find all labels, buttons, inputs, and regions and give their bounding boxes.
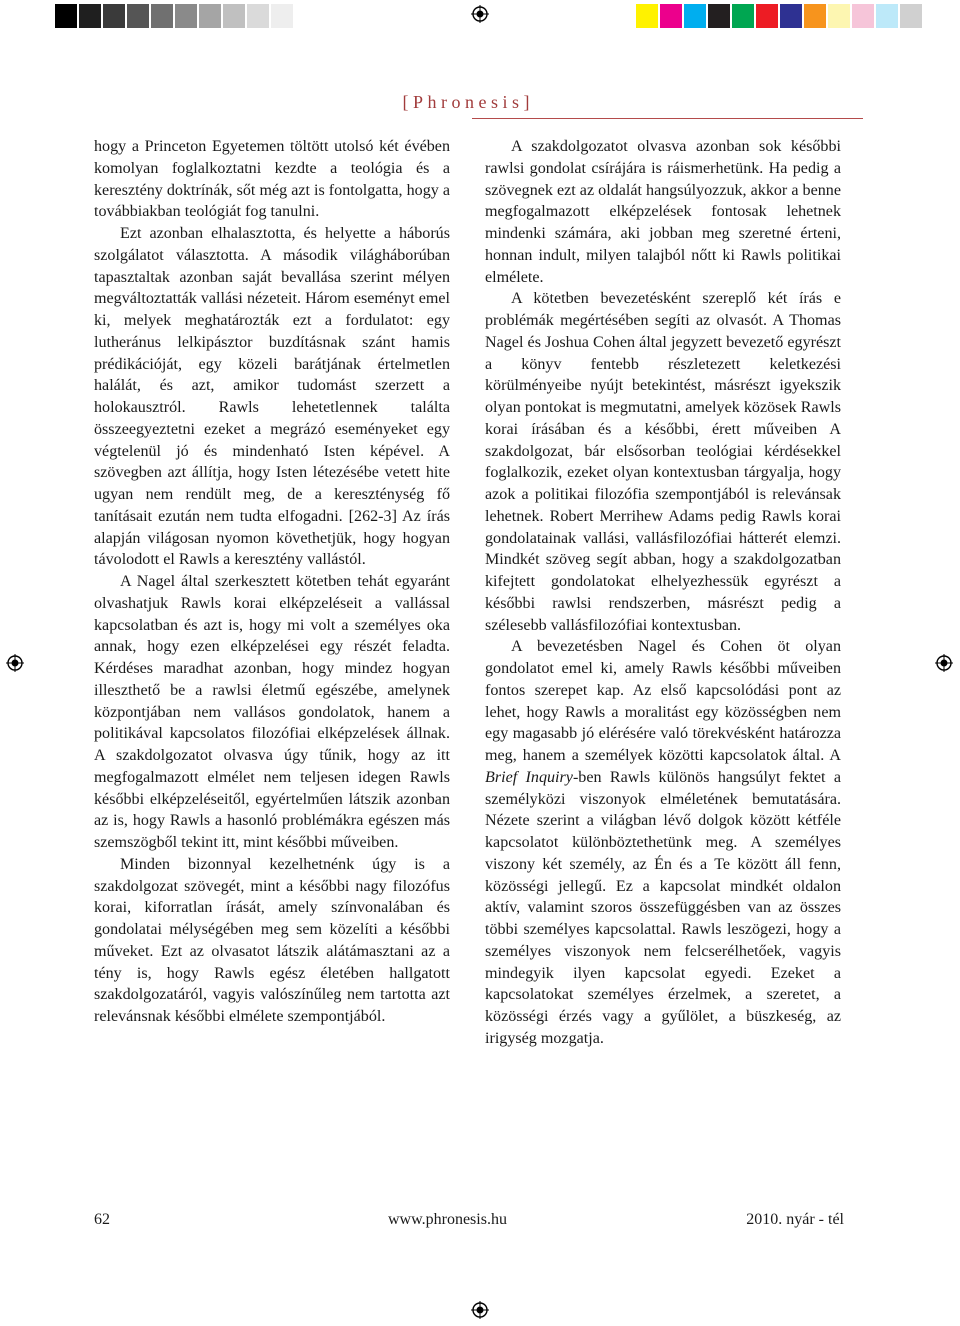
paragraph: hogy a Princeton Egyetemen töltött utolsó két évében komolyan foglalkoztatni kezdte a teológia és a keresztény doktrínák, sőt még azt is fontolgatta, hogy a továbbiakban teológiát fog tanulni. <box>94 138 450 221</box>
book-title: Brief Inquiry <box>485 768 573 786</box>
color-swatch <box>660 4 684 28</box>
paragraph: Minden bizonnyal kezelhetnénk úgy is a szakdolgozat szövegét, mint a későbbi nagy filozófus korai, kiforratlan írását, amely színvonalában és gondolatai mélységében meg sem közelíti a későbbi műveket. Ezt az olvasatot látszik alátámasztani az a tény is, hogy Rawls egész életében hallgatott szakdolgozatáról, vagyis valószínűleg nem tartotta azt relevánsnak későbbi elmélete szempontjából. <box>94 855 450 1025</box>
paragraph-text: A bevezetésben Nagel és Cohen öt olyan gondolatot emel ki, amely Rawls későbbi műveiben fontos szerepet kap. Az első kapcsolódási pont az lehet, hogy Rawls a moralitást egy közösségben nem egy magasabb jó elérésére való törekvésként határozza meg, hanem a személyek közötti kapcsolatok által. A <box>485 638 841 764</box>
registration-mark-icon <box>6 654 24 672</box>
paragraph <box>485 636 841 1049</box>
color-swatch <box>756 4 780 28</box>
color-swatch <box>708 4 732 28</box>
paragraph: A kötetben bevezetésként szereplő két írás e problémák megértésében segíti az olvasót. A Thomas Nagel és Joshua Cohen által jegyzett bevezető egyrészt a könyv fentebb részletezett keletkezési körülményeibe nyújt betekintést, másrészt igyekszik olyan pontokat is megmutatni, amelyek közösek Rawls korai írásában és a későbbi, érett műveiben A szakdolgozat, bár elsősorban teológiai kérdésekkel foglalkozik, ezeket olyan kontextusban tárgyalja, hogy azok a politikai filozófia szempontjából is relevánsak lehetnek. Robert Merrihew Adams pedig Rawls korai gondolatainak vallási, vallásfilozófiai hátterét elemzi. Mindkét szöveg segít abban, hogy a szakdolgozatban kifejtett gondolatokat elhelyezhessük egyrészt a későbbi rawlsi rendszerben, másrészt pedig a szélesebb vallásfilozófiai kontextusban. <box>485 290 841 634</box>
paragraph-text: -ben Rawls különös hangsúlyt fektet a személyközi viszonyok elméletének bemutatására. Nézete szerint a világban lévő dolgok között kétféle kapcsolatot különböztethetünk meg. A személyes viszony két személy, az Én és a Te között áll fenn, közösségi jellegű. Ez a kapcsolat mindkét oldalon aktív, valamint szoros összefüggésben van az összes többi személyes kapcsolattal. Rawls leszögezi, hogy a személyes viszonyok nem felcserélhetőek, vagyis mindegyik ilyen kapcsolat egyedi. Ezeket a kapcsolatokat személyes érzelmek, a szeretet, a közösségi érzés vagy a gyűlölet, a büszkeség, az irigység mozgatja. <box>485 768 841 1047</box>
issue-label: 2010. nyár - tél <box>746 1211 844 1228</box>
color-swatch <box>780 4 804 28</box>
grayscale-color-bar <box>55 4 295 28</box>
paragraph: A szakdolgozatot olvasva azonban sok későbbi rawlsi gondolat csírájára is ráismerhetünk. Ha pedig a szövegnek ezt az oldalát hangsúlyozzuk, akkor a benne megfogalmazott elképzelések fontosak lehetnek mindenki számára, aki jobban meg szeretné érteni, honnan indult, milyen talajból nőtt ki Rawls politikai elmélete. <box>485 138 841 286</box>
color-swatch <box>828 4 852 28</box>
color-swatch <box>151 4 175 28</box>
color-swatch <box>636 4 660 28</box>
color-swatch <box>223 4 247 28</box>
header-rule <box>472 118 863 119</box>
website-link[interactable]: www.phronesis.hu <box>388 1211 507 1228</box>
color-swatch <box>103 4 127 28</box>
color-swatch <box>804 4 828 28</box>
color-swatch <box>127 4 151 28</box>
color-swatch <box>271 4 295 28</box>
registration-mark-icon <box>935 654 953 672</box>
cmyk-color-bar <box>636 4 924 28</box>
color-swatch <box>247 4 271 28</box>
page-number: 62 <box>94 1211 110 1228</box>
left-text-column <box>94 136 450 1028</box>
journal-header-title: [Phronesis] <box>402 92 534 112</box>
registration-mark-icon <box>471 5 489 23</box>
color-swatch <box>199 4 223 28</box>
color-swatch <box>900 4 924 28</box>
color-swatch <box>55 4 79 28</box>
right-text-column <box>485 136 841 1050</box>
color-swatch <box>79 4 103 28</box>
paragraph: Ezt azonban elhalasztotta, és helyette a háborús szolgálatot választotta. A második világháborúban tapasztaltak azonban saját bevallása szerint mélyen megváltoztatták vallási nézeteit. Három eseményt emel ki, melyek meghatározták ezt a fordulatot: egy lutheránus lelkipásztor buzdításnak szánt hamis prédikációját, egy közeli barátjának értelmetlen halálát, és azt, amikor tudomást szerzett a holokausztról. Rawls lehetetlennek találta összeegyeztetni ezeket a megrázó eseményeket egy végtelenül jó és mindenható Isten képével. A szövegben azt állítja, hogy Isten létezésébe vetett hite ugyan nem rendült meg, de a kereszténység fő tanításait ezután nem tudta elfogadni. [262-3] Az írás alapján világosan nyomon követhetjük, hogy hogyan távolodott el Rawls a keresztény vallástól. <box>94 225 450 569</box>
color-swatch <box>732 4 756 28</box>
color-swatch <box>852 4 876 28</box>
color-swatch <box>684 4 708 28</box>
paragraph: A Nagel által szerkesztett kötetben tehát egyaránt olvashatjuk Rawls korai elképzeléseit a vallással kapcsolatban és azt is, hogy mi volt a személyes oka annak, hogy ezen elképzelései egy részét feladta. Kérdéses maradhat azonban, hogy mindez hogyan illeszthető be a rawlsi életmű egészébe, amelynek központjában nem vallásos gondolatok, hanem a politikával kapcsolatos filozófiai elképzelések állnak. A szakdolgozatot olvasva úgy tűnik, hogy az itt megfogalmazott elmélet nem teljesen idegen Rawls későbbi elképzeléseitől, egyértelműen látszik azonban az is, hogy Rawls a hasonló problémákra egészen más szemszögből tekint itt, mint későbbi műveiben. <box>94 573 450 851</box>
color-swatch <box>175 4 199 28</box>
color-swatch <box>876 4 900 28</box>
registration-mark-icon <box>471 1301 489 1319</box>
